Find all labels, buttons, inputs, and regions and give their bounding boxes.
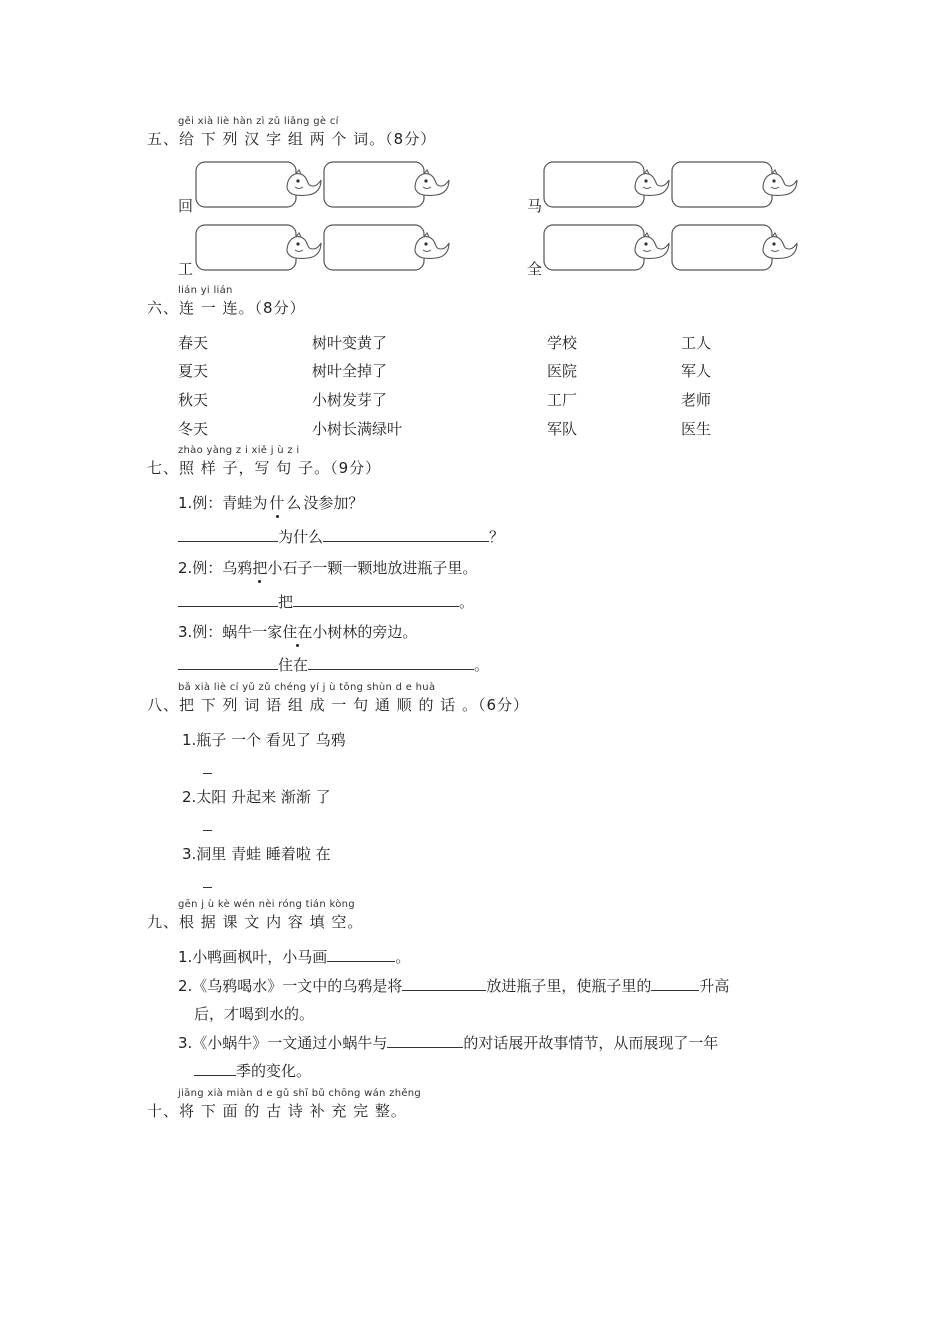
s7-example-3: 3.例：蜗牛一家住在小树林的旁边。: [178, 623, 418, 641]
s8-item-3: 3.洞里 青蛙 睡着啦 在: [182, 845, 331, 863]
bird-icon: [543, 160, 673, 210]
s8-item-2: 2.太阳 升起来 渐渐 了: [182, 788, 331, 806]
answer-blank[interactable]: [651, 976, 699, 991]
answer-blank[interactable]: [323, 527, 489, 542]
word-box[interactable]: [323, 223, 453, 273]
answer-blank[interactable]: [178, 655, 278, 670]
person-item: 老师: [681, 391, 712, 409]
word-box[interactable]: [323, 160, 453, 210]
char-ma: 马: [527, 197, 543, 215]
s7-example-1: 1.例：青蛙为什么没参加？: [178, 494, 364, 512]
s8-title: 八、把 下 列 词 语 组 成 一 句 通 顺 的 话 。（6分）: [147, 696, 530, 714]
s6-title: 六、连 一 连。（8分）: [147, 299, 306, 317]
word-box[interactable]: [195, 160, 325, 210]
bird-icon: [195, 160, 325, 210]
s7-answer-3: 住在 。: [178, 654, 489, 675]
place-item: 工厂: [547, 391, 578, 409]
s9-question-1: 1.小鸭画枫叶，小马画 。: [178, 948, 411, 966]
emphasis-text: 把: [252, 559, 268, 577]
answer-blank[interactable]: [293, 592, 459, 607]
char-gong: 工: [178, 260, 194, 278]
emphasis-text: 住在: [282, 623, 313, 641]
s9-question-3-cont: 季的变化。: [194, 1060, 311, 1081]
answer-blank[interactable]: [327, 947, 395, 962]
bird-icon: [671, 223, 801, 273]
scene-item: 树叶变黄了: [312, 334, 388, 352]
word-box[interactable]: [671, 160, 801, 210]
place-item: 学校: [547, 334, 578, 352]
answer-blank[interactable]: [402, 976, 486, 991]
bird-icon: [323, 223, 453, 273]
answer-line[interactable]: [203, 773, 212, 774]
s7-example-2: 2.例：乌鸦把小石子一颗一颗地放进瓶子里。: [178, 559, 478, 577]
word-box[interactable]: [543, 223, 673, 273]
answer-line[interactable]: [203, 830, 212, 831]
s10-title: 十、将 下 面 的 古 诗 补 充 完 整。: [147, 1102, 407, 1120]
s8-item-1: 1.瓶子 一个 看见了 乌鸦: [182, 731, 346, 749]
s9-question-2-cont: 后，才喝到水的。: [194, 1005, 315, 1023]
bird-icon: [195, 223, 325, 273]
word-box[interactable]: [543, 160, 673, 210]
season-winter: 冬天: [178, 420, 209, 438]
answer-blank[interactable]: [308, 655, 474, 670]
s7-answer-2: 把 。: [178, 591, 474, 612]
s9-question-2: 2.《乌鸦喝水》一文中的乌鸦是将 放进瓶子里，使瓶子里的 升高: [178, 977, 730, 995]
s6-pinyin: lián yi lián: [178, 285, 233, 296]
season-autumn: 秋天: [178, 391, 209, 409]
person-item: 工人: [681, 334, 712, 352]
s8-pinyin: bǎ xià liè cí yǔ zǔ chéng yí j ù tōng shùn d e huà: [178, 682, 436, 693]
answer-blank[interactable]: [194, 1061, 236, 1076]
char-quan: 全: [527, 260, 543, 278]
s9-pinyin: gēn j ù kè wén nèi róng tián kòng: [178, 899, 355, 910]
place-item: 军队: [547, 420, 578, 438]
s9-question-3: 3.《小蜗牛》一文通过小蜗牛与 的对话展开故事情节，从而展现了一年: [178, 1034, 719, 1052]
person-item: 军人: [681, 362, 712, 380]
word-box[interactable]: [671, 223, 801, 273]
bird-icon: [671, 160, 801, 210]
emphasis-text: 为什么: [252, 494, 304, 512]
s7-pinyin: zhào yàng z i xiě j ù z i: [178, 445, 300, 456]
s9-title: 九、根 据 课 文 内 容 填 空。: [147, 913, 364, 931]
answer-blank[interactable]: [178, 527, 278, 542]
char-hui: 回: [178, 197, 194, 215]
place-item: 医院: [547, 362, 578, 380]
s10-pinyin: jiāng xià miàn d e gǔ shī bǔ chōng wán zhěng: [178, 1088, 422, 1099]
s5-pinyin: gěi xià liè hàn zì zǔ liǎng gè cí: [178, 116, 339, 127]
person-item: 医生: [681, 420, 712, 438]
s7-answer-1: 为什么 ？: [178, 526, 504, 547]
s5-title: 五、给 下 列 汉 字 组 两 个 词。（8分）: [147, 130, 437, 148]
scene-item: 小树长满绿叶: [312, 420, 403, 438]
scene-item: 小树发芽了: [312, 391, 388, 409]
scene-item: 树叶全掉了: [312, 362, 388, 380]
answer-blank[interactable]: [178, 592, 278, 607]
answer-blank[interactable]: [387, 1033, 463, 1048]
season-spring: 春天: [178, 334, 209, 352]
s7-title: 七、照 样 子，写 句 子。（9分）: [147, 459, 382, 477]
bird-icon: [543, 223, 673, 273]
answer-line[interactable]: [203, 887, 212, 888]
word-box[interactable]: [195, 223, 325, 273]
season-summer: 夏天: [178, 362, 209, 380]
bird-icon: [323, 160, 453, 210]
